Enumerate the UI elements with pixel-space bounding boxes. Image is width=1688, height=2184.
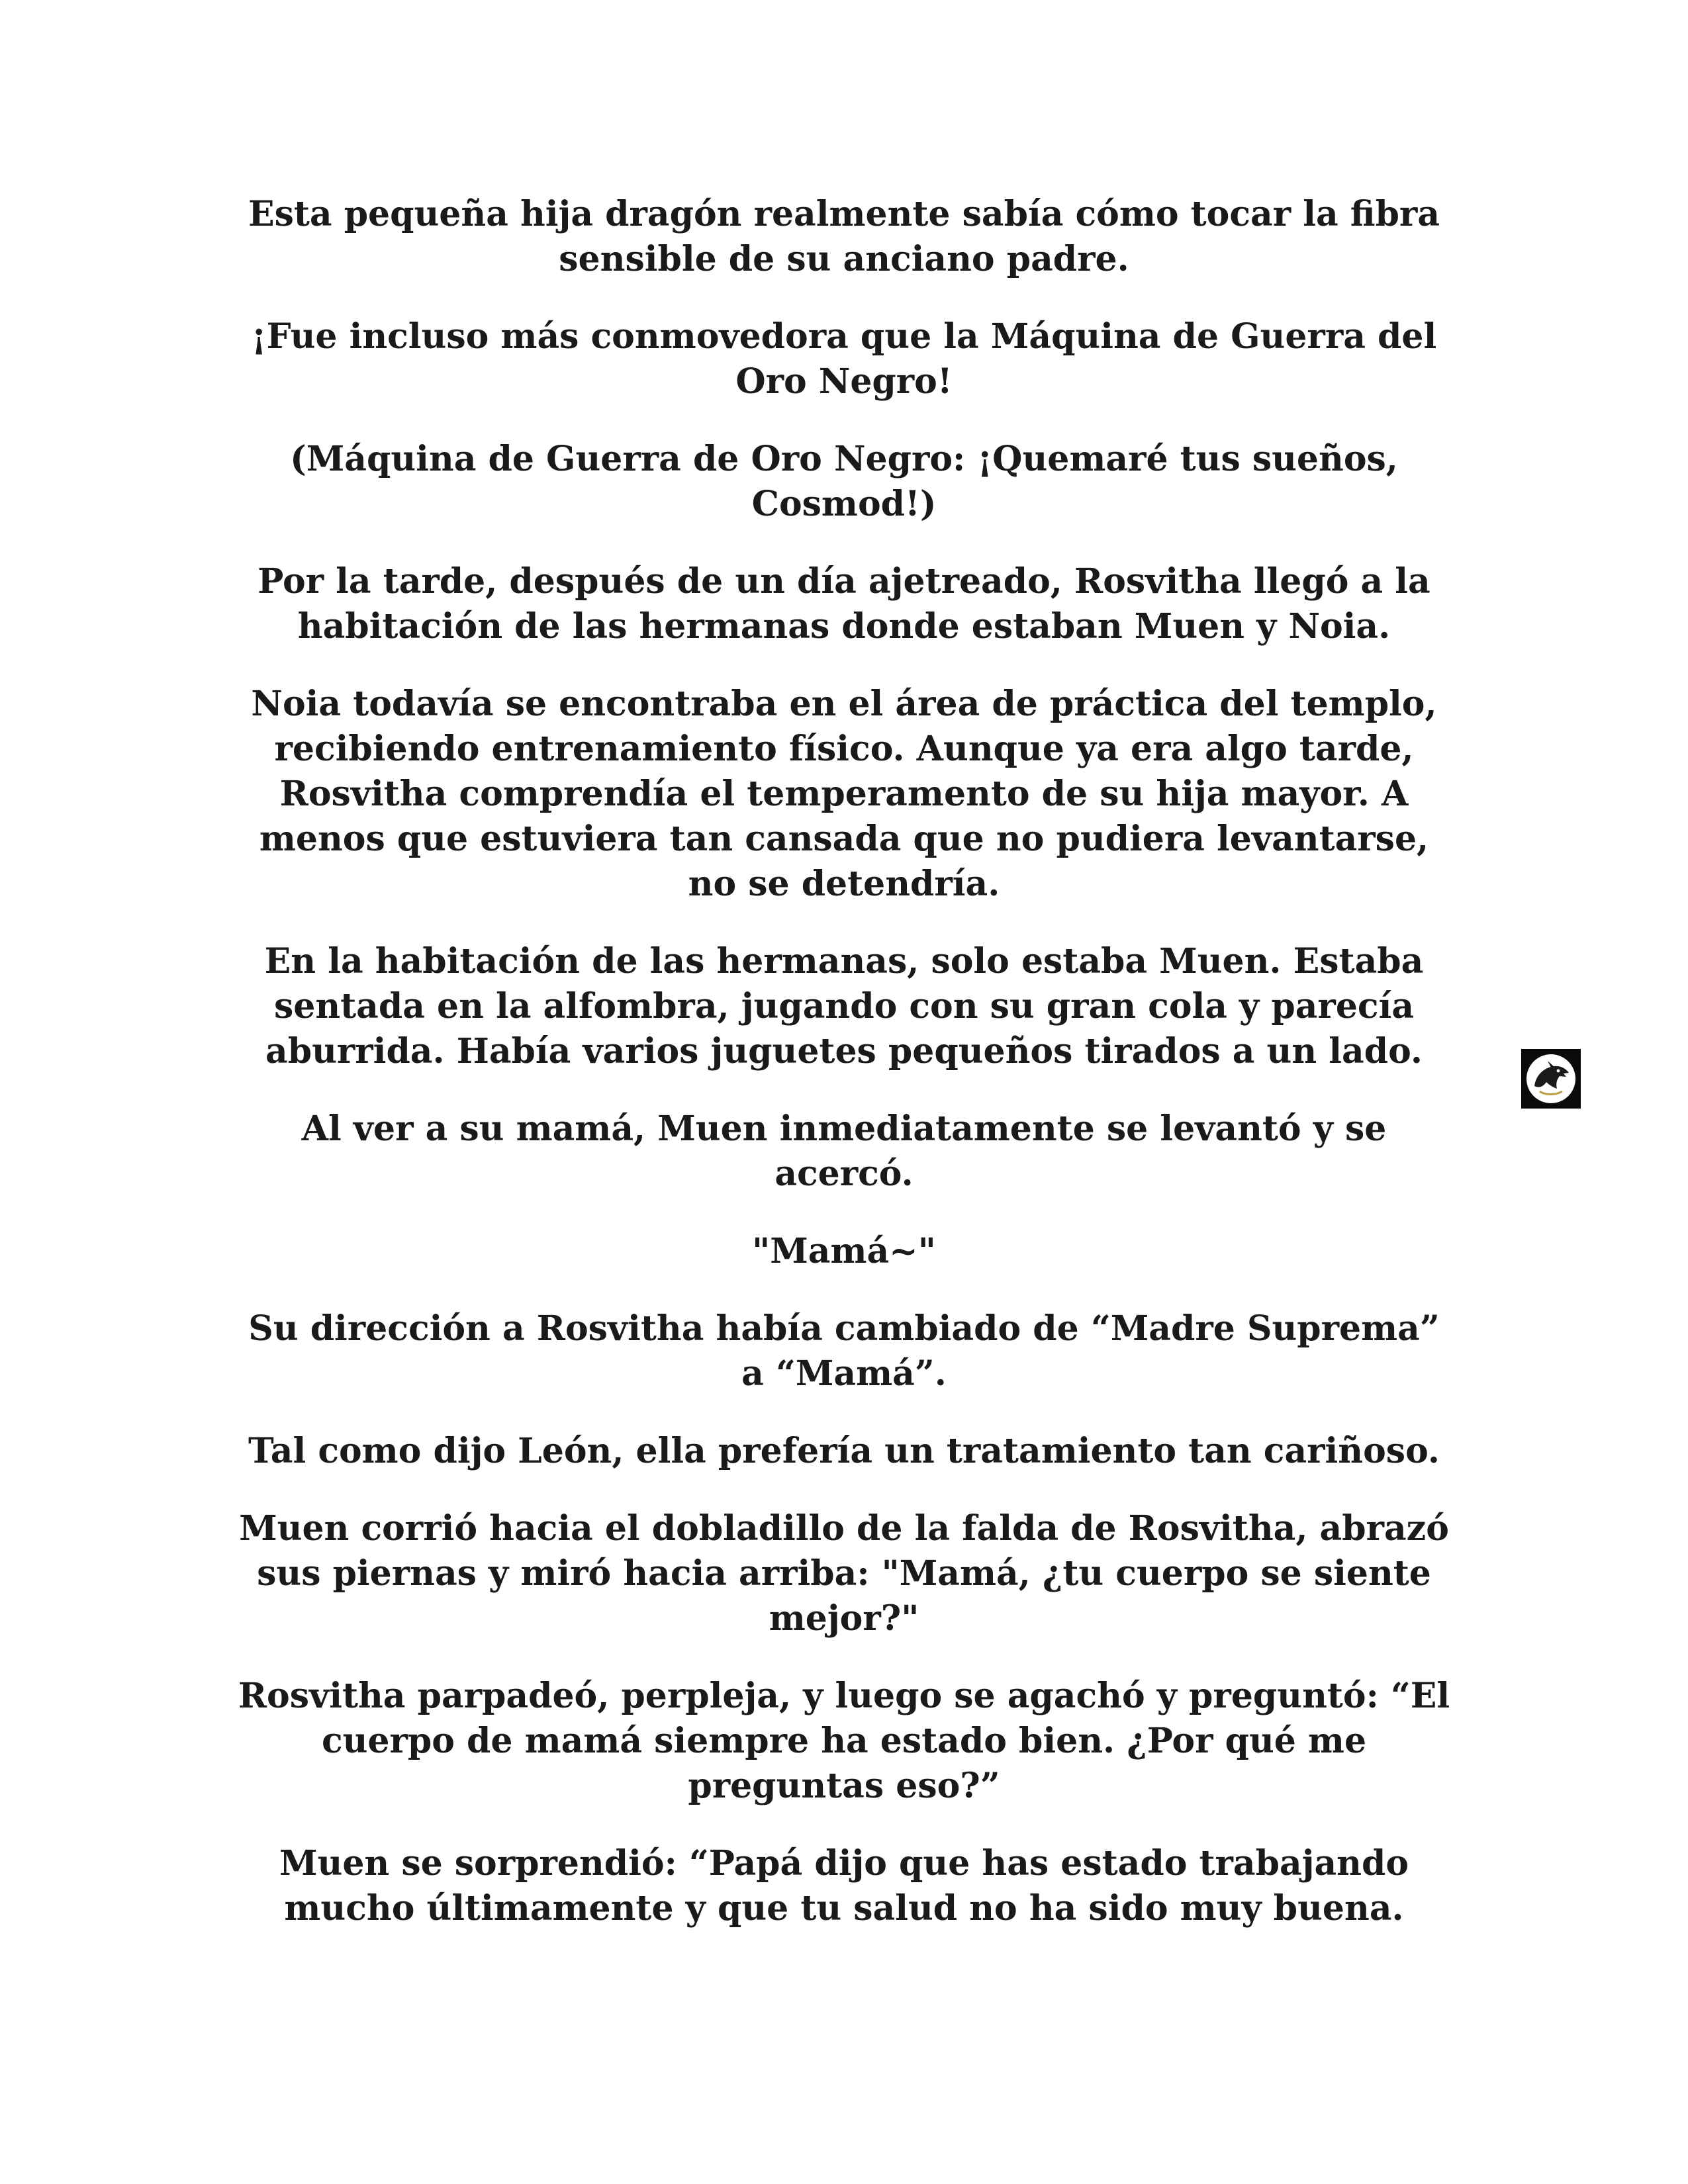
- paragraph: [218, 1674, 1470, 1809]
- text-line: (Máquina de Guerra de Oro Negro: ¡Quemaré tus sueños,: [290, 439, 1398, 479]
- text-line: sensible de su anciano padre.: [559, 239, 1129, 279]
- text-line: preguntas eso?”: [688, 1766, 1000, 1806]
- dragon-logo-graphic: [1525, 1053, 1577, 1105]
- paragraph: [218, 1841, 1470, 1931]
- text-line: Muen se sorprendió: “Papá dijo que has estado trabajando: [279, 1843, 1409, 1884]
- text-line: a “Mamá”.: [741, 1353, 947, 1394]
- text-line: Al ver a su mamá, Muen inmediatamente se levantó y se: [301, 1109, 1387, 1149]
- paragraph: [218, 682, 1470, 907]
- text-line: mucho últimamente y que tu salud no ha sido muy buena.: [284, 1888, 1404, 1929]
- text-line: acercó.: [774, 1154, 914, 1194]
- text-line: Esta pequeña hija dragón realmente sabía cómo tocar la fibra: [248, 194, 1440, 234]
- text-line: En la habitación de las hermanas, solo estaba Muen. Estaba: [264, 941, 1424, 981]
- text-line: Su dirección a Rosvitha había cambiado de “Madre Suprema”: [248, 1308, 1440, 1349]
- text-line: sus piernas y miró hacia arriba: "Mamá, ¿tu cuerpo se siente: [257, 1553, 1431, 1594]
- paragraph: [218, 1229, 1470, 1274]
- text-line: "Mamá~": [752, 1231, 936, 1271]
- text-line: ¡Fue incluso más conmovedora que la Máquina de Guerra del: [251, 316, 1437, 357]
- text-line: Rosvitha comprendía el temperamento de su hija mayor. A: [279, 774, 1409, 814]
- text-line: Por la tarde, después de un día ajetreado, Rosvitha llegó a la: [258, 561, 1430, 602]
- text-line: recibiendo entrenamiento físico. Aunque ya era algo tarde,: [274, 729, 1414, 769]
- paragraph: [218, 559, 1470, 649]
- text-line: Muen corrió hacia el dobladillo de la falda de Rosvitha, abrazó: [239, 1508, 1449, 1549]
- text-line: aburrida. Había varios juguetes pequeños tirados a un lado.: [265, 1031, 1423, 1071]
- paragraph: [218, 1306, 1470, 1396]
- text-line: Noia todavía se encontraba en el área de práctica del templo,: [251, 684, 1437, 724]
- dragon-eye: [1557, 1069, 1560, 1073]
- paragraph: [218, 939, 1470, 1074]
- text-line: habitación de las hermanas donde estaban Muen y Noia.: [297, 606, 1391, 647]
- paragraph: [218, 437, 1470, 527]
- paragraph: [218, 1429, 1470, 1474]
- text-line: menos que estuviera tan cansada que no pudiera levantarse,: [259, 819, 1429, 859]
- text-line: no se detendría.: [688, 864, 1000, 904]
- paragraph: [218, 192, 1470, 282]
- paragraph: [218, 1107, 1470, 1197]
- text-line: cuerpo de mamá siempre ha estado bien. ¿Por qué me: [321, 1721, 1367, 1761]
- text-line: Oro Negro!: [735, 361, 953, 402]
- text-line: sentada en la alfombra, jugando con su gran cola y parecía: [273, 986, 1415, 1026]
- text-line: mejor?": [769, 1598, 919, 1639]
- dragon-head-icon: [1521, 1049, 1581, 1109]
- paragraph: [218, 314, 1470, 404]
- paragraph: [218, 1506, 1470, 1641]
- text-line: Cosmod!): [751, 484, 937, 524]
- text-line: Rosvitha parpadeó, perpleja, y luego se agachó y preguntó: “El: [238, 1676, 1450, 1716]
- text-line: Tal como dijo León, ella prefería un tratamiento tan cariñoso.: [248, 1431, 1440, 1471]
- document-body: [218, 192, 1470, 1964]
